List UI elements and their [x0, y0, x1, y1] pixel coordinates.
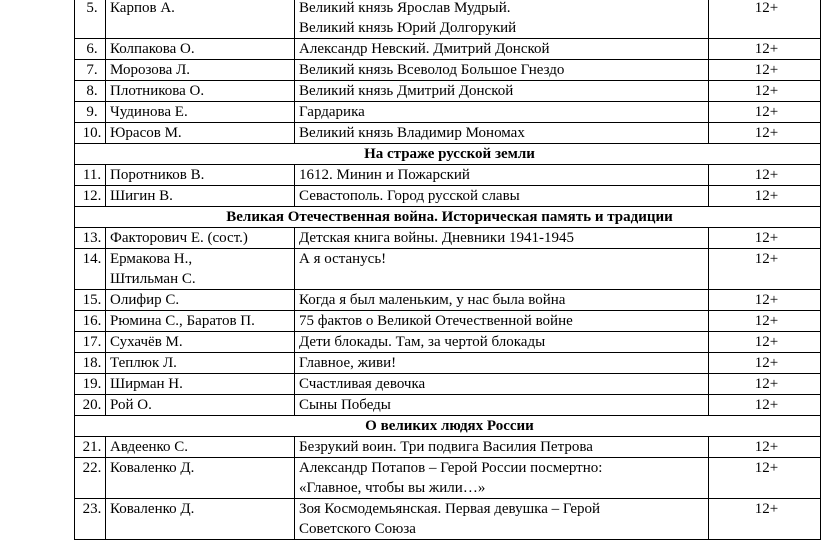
book-title-cell [295, 60, 709, 81]
book-title: 75 фактов о Великой Отечественной войне [299, 313, 573, 329]
age-rating: 12+ [709, 290, 821, 311]
book-row [75, 123, 821, 144]
row-number: 14. [75, 249, 106, 290]
book-title-cell [295, 353, 709, 374]
age-rating: 12+ [709, 186, 821, 207]
row-number: 23. [75, 499, 106, 540]
author-cell [106, 499, 295, 540]
book-title-cell [295, 311, 709, 332]
author-name: Поротников В. [110, 167, 205, 183]
row-number: 9. [75, 102, 106, 123]
author-cell [106, 395, 295, 416]
book-row [75, 374, 821, 395]
book-title: Советского Союза [299, 521, 416, 537]
author-name: Шигин В. [110, 188, 173, 204]
age-rating: 12+ [709, 102, 821, 123]
book-title-cell [295, 499, 709, 540]
book-title-cell [295, 165, 709, 186]
author-cell [106, 437, 295, 458]
book-title-cell [295, 332, 709, 353]
author-cell [106, 249, 295, 290]
book-title: Когда я был маленьким, у нас была война [299, 292, 566, 308]
book-row [75, 458, 821, 499]
author-cell [106, 374, 295, 395]
row-number: 17. [75, 332, 106, 353]
book-title: Безрукий воин. Три подвига Василия Петрова [299, 439, 593, 455]
row-number: 20. [75, 395, 106, 416]
book-title: Зоя Космодемьянская. Первая девушка – Герой [299, 501, 601, 517]
author-cell [106, 228, 295, 249]
section-title: Великая Отечественная война. Историческая память и традиции [75, 207, 821, 228]
book-title: Детская книга войны. Дневники 1941-1945 [299, 230, 574, 246]
book-title: «Главное, чтобы вы жили…» [299, 480, 486, 496]
author-cell [106, 332, 295, 353]
book-row [75, 186, 821, 207]
book-list-body [75, 0, 821, 540]
author-name: Ширман Н. [110, 376, 183, 392]
age-rating: 12+ [709, 39, 821, 60]
book-row [75, 353, 821, 374]
book-row [75, 102, 821, 123]
book-title-cell [295, 249, 709, 290]
age-rating: 12+ [709, 165, 821, 186]
author-cell [106, 0, 295, 39]
book-row [75, 165, 821, 186]
section-header-row [75, 416, 821, 437]
book-title-cell [295, 39, 709, 60]
author-cell [106, 458, 295, 499]
book-title-cell [295, 0, 709, 39]
author-cell [106, 39, 295, 60]
author-cell [106, 102, 295, 123]
row-number: 11. [75, 165, 106, 186]
age-rating: 12+ [709, 249, 821, 290]
author-cell [106, 290, 295, 311]
book-row [75, 228, 821, 249]
author-name: Авдеенко С. [110, 439, 189, 455]
book-row [75, 81, 821, 102]
book-title-cell [295, 102, 709, 123]
section-header-row [75, 207, 821, 228]
row-number: 7. [75, 60, 106, 81]
book-title-cell [295, 437, 709, 458]
author-name: Штильман С. [110, 271, 196, 287]
book-title: Великий князь Ярослав Мудрый. [299, 0, 511, 16]
author-name: Факторович Е. (сост.) [110, 230, 248, 246]
book-row [75, 395, 821, 416]
author-name: Морозова Л. [110, 62, 191, 78]
author-name: Теплюк Л. [110, 355, 177, 371]
book-title: Сыны Победы [299, 397, 391, 413]
book-title-cell [295, 228, 709, 249]
author-cell [106, 311, 295, 332]
row-number: 19. [75, 374, 106, 395]
age-rating: 12+ [709, 332, 821, 353]
row-number: 8. [75, 81, 106, 102]
row-number: 22. [75, 458, 106, 499]
book-row [75, 60, 821, 81]
author-name: Плотникова О. [110, 83, 205, 99]
row-number: 5. [75, 0, 106, 39]
book-title-cell [295, 374, 709, 395]
book-title: Великий князь Дмитрий Донской [299, 83, 514, 99]
book-title: 1612. Минин и Пожарский [299, 167, 470, 183]
age-rating: 12+ [709, 60, 821, 81]
book-row [75, 0, 821, 39]
book-title: Великий князь Всеволод Большое Гнездо [299, 62, 565, 78]
age-rating: 12+ [709, 0, 821, 39]
author-name: Коваленко Д. [110, 501, 195, 517]
age-rating: 12+ [709, 458, 821, 499]
author-cell [106, 186, 295, 207]
book-title-cell [295, 458, 709, 499]
age-rating: 12+ [709, 374, 821, 395]
book-title-cell [295, 123, 709, 144]
age-rating: 12+ [709, 228, 821, 249]
book-title: Счастливая девочка [299, 376, 426, 392]
author-name: Чудинова Е. [110, 104, 188, 120]
age-rating: 12+ [709, 437, 821, 458]
section-title: На страже русской земли [75, 144, 821, 165]
book-title: Великий князь Юрий Долгорукий [299, 20, 517, 36]
book-title: Гардарика [299, 104, 365, 120]
book-row [75, 499, 821, 540]
book-title: Александр Невский. Дмитрий Донской [299, 41, 550, 57]
book-row [75, 39, 821, 60]
row-number: 12. [75, 186, 106, 207]
book-list-table [74, 0, 821, 540]
author-cell [106, 60, 295, 81]
author-name: Коваленко Д. [110, 460, 195, 476]
row-number: 18. [75, 353, 106, 374]
row-number: 13. [75, 228, 106, 249]
row-number: 6. [75, 39, 106, 60]
age-rating: 12+ [709, 499, 821, 540]
row-number: 15. [75, 290, 106, 311]
author-name: Карпов А. [110, 0, 175, 16]
age-rating: 12+ [709, 353, 821, 374]
age-rating: 12+ [709, 395, 821, 416]
book-row [75, 290, 821, 311]
book-title-cell [295, 395, 709, 416]
age-rating: 12+ [709, 81, 821, 102]
book-title: Великий князь Владимир Мономах [299, 125, 525, 141]
author-name: Рюмина С., Баратов П. [110, 313, 255, 329]
book-title: Севастополь. Город русской славы [299, 188, 520, 204]
book-row [75, 332, 821, 353]
row-number: 21. [75, 437, 106, 458]
author-cell [106, 353, 295, 374]
book-title: Александр Потапов – Герой России посмертно: [299, 460, 603, 476]
row-number: 16. [75, 311, 106, 332]
author-name: Сухачёв М. [110, 334, 183, 350]
row-number: 10. [75, 123, 106, 144]
author-name: Рой О. [110, 397, 152, 413]
author-name: Олифир С. [110, 292, 180, 308]
book-row [75, 311, 821, 332]
book-title: Дети блокады. Там, за чертой блокады [299, 334, 546, 350]
book-title: А я останусь! [299, 251, 387, 267]
age-rating: 12+ [709, 123, 821, 144]
author-name: Ермакова Н., [110, 251, 193, 267]
author-cell [106, 81, 295, 102]
section-header-row [75, 144, 821, 165]
book-row [75, 437, 821, 458]
book-title-cell [295, 186, 709, 207]
book-title: Главное, живи! [299, 355, 397, 371]
author-cell [106, 123, 295, 144]
author-name: Колпакова О. [110, 41, 195, 57]
age-rating: 12+ [709, 311, 821, 332]
author-name: Юрасов М. [110, 125, 182, 141]
book-row [75, 249, 821, 290]
section-title: О великих людях России [75, 416, 821, 437]
author-cell [106, 165, 295, 186]
book-title-cell [295, 290, 709, 311]
book-title-cell [295, 81, 709, 102]
